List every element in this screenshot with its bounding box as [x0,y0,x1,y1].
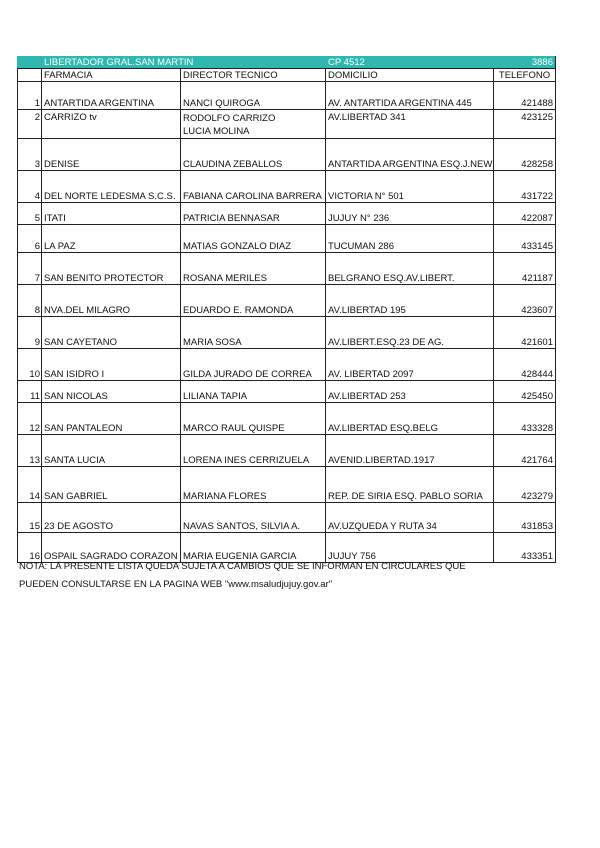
pharmacy-name: 23 DE AGOSTO [42,503,181,533]
technical-director-secondary: LUCIA MOLINA [183,126,250,137]
technical-director: PATRICIA BENNASAR [181,203,326,225]
technical-director: MARIA SOSA [181,317,326,349]
locality-band [18,57,556,69]
table-row [18,225,556,253]
table-row [18,82,556,110]
row-number: 5 [18,203,42,225]
address: AV. LIBERTAD 2097 [326,349,494,381]
pharmacy-name: ANTARTIDA ARGENTINA [42,82,181,110]
locality-name: LIBERTADOR GRAL.SAN MARTIN [42,57,326,69]
row-number: 6 [18,225,42,253]
table-row [18,110,556,139]
row-number: 9 [18,317,42,349]
technical-director: CLAUDINA ZEBALLOS [181,139,326,171]
table-row [18,435,556,467]
row-number: 8 [18,285,42,317]
phone-number: 423607 [494,285,556,317]
technical-director: NANCI QUIROGA [181,82,326,110]
pharmacy-name: DENISE [42,139,181,171]
column-header-row [18,69,556,82]
pharmacy-name: OSPAIL SAGRADO CORAZON [42,533,181,563]
technical-director: MARIA EUGENIA GARCIA [181,533,326,563]
table-row [18,253,556,285]
phone-number: 431722 [494,171,556,203]
pharmacy-name: LA PAZ [42,225,181,253]
phone-number: 428258 [494,139,556,171]
column-header-address: DOMICILIO [326,69,494,82]
address: AV.LIBERTAD 341 [326,110,494,139]
pharmacy-name: ITATI [42,203,181,225]
row-number: 4 [18,171,42,203]
table-row [18,171,556,203]
pharmacy-name: SAN GABRIEL [42,467,181,503]
phone-number: 431853 [494,503,556,533]
address: BELGRANO ESQ.AV.LIBERT. [326,253,494,285]
address: AV. ANTARTIDA ARGENTINA 445 [326,82,494,110]
note-line-1: NOTA: LA PRESENTE LISTA QUEDA SUJETA A CAMBIOS QUE SE INFORMAN EN CIRCULARES QUE [19,561,466,572]
phone-number: 425450 [494,381,556,403]
pharmacy-name: SAN ISIDRO I [42,349,181,381]
table-row [18,503,556,533]
column-header-phone: TELEFONO [494,69,556,82]
row-number: 3 [18,139,42,171]
row-number: 12 [18,403,42,435]
address: AV.LIBERT.ESQ.23 DE AG. [326,317,494,349]
address: REP. DE SIRIA ESQ. PABLO SORIA [326,467,494,503]
column-header-pharmacy: FARMACIA [42,69,181,82]
technical-director [181,110,326,139]
phone-number: 433145 [494,225,556,253]
address: AVENID.LIBERTAD.1917 [326,435,494,467]
row-number: 2 [18,110,42,139]
phone-number: 433328 [494,403,556,435]
table-row [18,203,556,225]
pharmacy-table-sheet [17,56,555,563]
pharmacy-name: NVA.DEL MILAGRO [42,285,181,317]
table-row [18,285,556,317]
address: JUJUY 756 [326,533,494,563]
technical-director: LORENA INES CERRIZUELA [181,435,326,467]
technical-director: ROSANA MERILES [181,253,326,285]
address: AV.LIBERTAD 195 [326,285,494,317]
table-row [18,381,556,403]
phone-number: 428444 [494,349,556,381]
phone-number: 421488 [494,82,556,110]
row-number: 10 [18,349,42,381]
technical-director: GILDA JURADO DE CORREA [181,349,326,381]
address: AV.LIBERTAD 253 [326,381,494,403]
row-number: 14 [18,467,42,503]
phone-number: 421764 [494,435,556,467]
pharmacy-table [17,56,556,563]
row-number: 11 [18,381,42,403]
address: ANTARTIDA ARGENTINA ESQ.J.NEW [326,139,494,171]
row-number: 15 [18,503,42,533]
address: TUCUMAN 286 [326,225,494,253]
phone-number: 423125 [494,110,556,139]
technical-director: MARIANA FLORES [181,467,326,503]
row-number: 1 [18,82,42,110]
address: AV.UZQUEDA Y RUTA 34 [326,503,494,533]
pharmacy-name: SAN CAYETANO [42,317,181,349]
phone-number: 433351 [494,533,556,563]
table-row [18,349,556,381]
technical-director: LILIANA TAPIA [181,381,326,403]
postal-code: CP 4512 [326,57,494,69]
footer-note [19,561,579,597]
address: AV.LIBERTAD ESQ.BELG [326,403,494,435]
pharmacy-name: SANTA LUCIA [42,435,181,467]
technical-director-primary: RODOLFO CARRIZO [183,113,276,124]
technical-director: MARCO RAUL QUISPE [181,403,326,435]
phone-number: 421601 [494,317,556,349]
technical-director: FABIANA CAROLINA BARRERA [181,171,326,203]
note-line-2: PUEDEN CONSULTARSE EN LA PAGINA WEB "www.msaludjujuy.gov.ar" [19,579,333,590]
technical-director: NAVAS SANTOS, SILVIA A. [181,503,326,533]
column-header-director: DIRECTOR TECNICO [181,69,326,82]
pharmacy-name: DEL NORTE LEDESMA S.C.S. [42,171,181,203]
address: JUJUY N° 236 [326,203,494,225]
pharmacy-name: SAN PANTALEON [42,403,181,435]
pharmacy-name: CARRIZO tv [42,110,181,139]
table-row [18,403,556,435]
phone-number: 423279 [494,467,556,503]
technical-director: MATIAS GONZALO DIAZ [181,225,326,253]
technical-director: EDUARDO E. RAMONDA [181,285,326,317]
pharmacy-name: SAN NICOLAS [42,381,181,403]
row-number: 16 [18,533,42,563]
area-code: 3886 [494,57,556,69]
address: VICTORIA N° 501 [326,171,494,203]
pharmacy-name: SAN BENITO PROTECTOR [42,253,181,285]
phone-number: 422087 [494,203,556,225]
table-row [18,317,556,349]
table-row [18,533,556,563]
row-number: 7 [18,253,42,285]
table-row [18,139,556,171]
phone-number: 421187 [494,253,556,285]
row-number: 13 [18,435,42,467]
table-row [18,467,556,503]
